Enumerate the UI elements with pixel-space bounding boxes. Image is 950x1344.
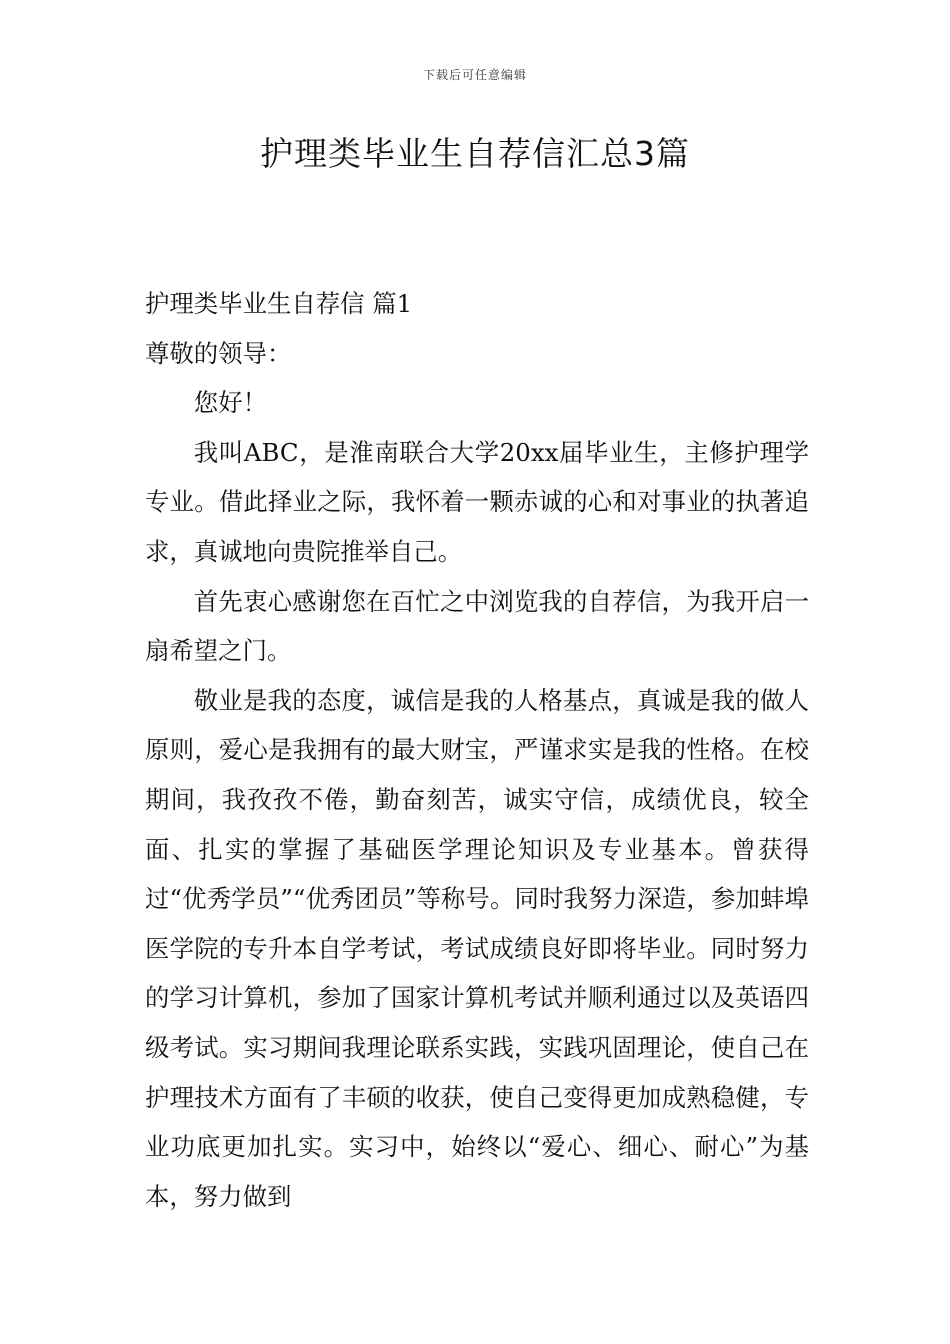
document-title: 护理类毕业生自荐信汇总3篇 xyxy=(260,134,690,173)
letter-body xyxy=(145,279,809,1221)
paragraph-intro: 我叫ABC，是淮南联合大学20xx届毕业生，主修护理学专业。借此择业之际，我怀着一颗赤诚的心和对事业的执著追求，真诚地向贵院推举自己。 xyxy=(145,437,809,566)
paragraph-qualifications: 敬业是我的态度，诚信是我的人格基点，真诚是我的做人原则，爱心是我拥有的最大财宝，严谨求实是我的性格。在校期间，我孜孜不倦，勤奋刻苦，诚实守信，成绩优良，较全面、扎实的掌握了基础医学理论知识及专业基本。曾获得过“优秀学员”“优秀团员”等称号。同时我努力深造，参加蚌埠医学院的专升本自学考试，考试成绩良好即将毕业。同时努力的学习计算机，参加了国家计算机考试并顺利通过以及英语四级考试。实习期间我理论联系实践，实践巩固理论，使自己在护理技术方面有了丰硕的收获，使自己变得更加成熟稳健，专业功底更加扎实。实习中，始终以“爱心、细心、耐心”为基本，努力做到 xyxy=(145,685,809,1211)
section-heading: 护理类毕业生自荐信 篇1 xyxy=(145,289,413,318)
paragraph-thanks: 首先衷心感谢您在百忙之中浏览我的自荐信，为我开启一扇希望之门。 xyxy=(145,586,809,666)
header-note: 下载后可任意编辑 xyxy=(422,68,527,82)
greeting: 您好！ xyxy=(193,388,267,418)
salutation: 尊敬的领导： xyxy=(145,338,292,368)
